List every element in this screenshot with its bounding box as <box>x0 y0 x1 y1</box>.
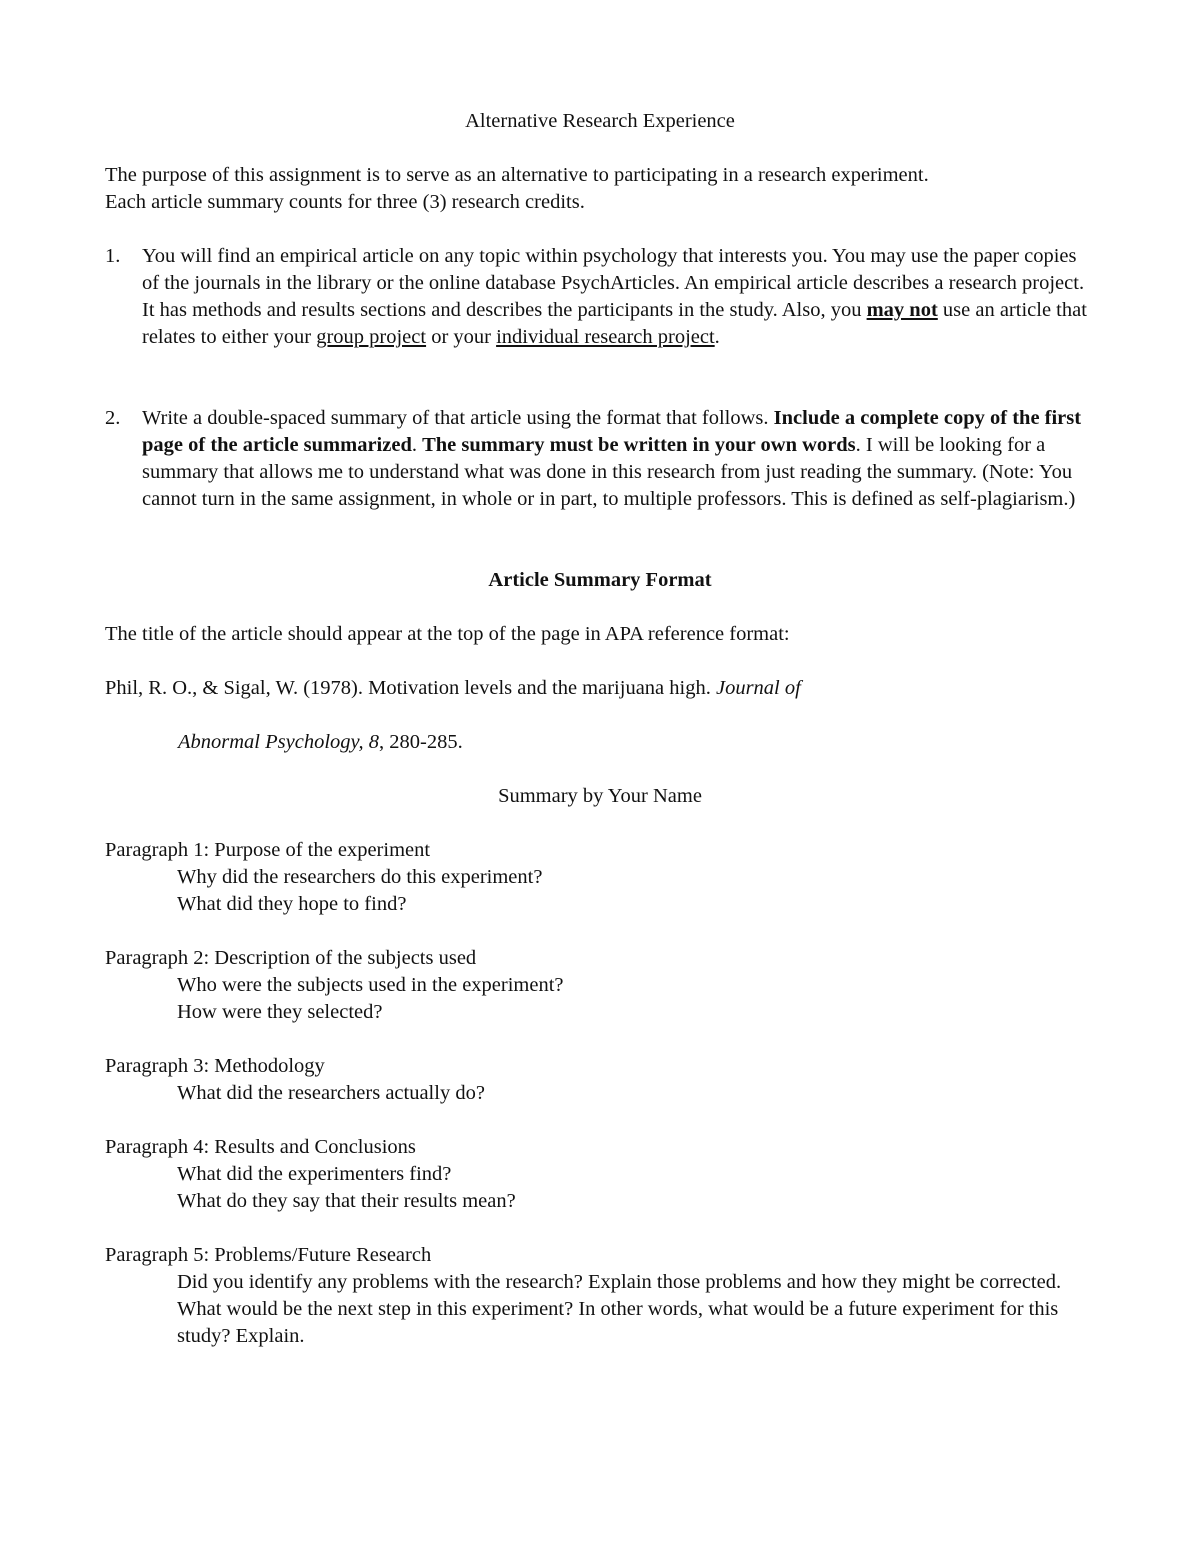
list-number: 1. <box>105 245 121 267</box>
list-item-body <box>142 405 1095 513</box>
format-intro: The title of the article should appear at the top of the page in APA reference format: <box>105 623 790 645</box>
paragraph-guide-1 <box>105 837 1095 918</box>
group-project-underlined: group project <box>316 326 427 348</box>
item-text: . <box>714 326 720 348</box>
list-item-1 <box>105 243 1095 351</box>
bold-instruction-1: Include a complete copy of the first page of the article summarized <box>142 407 1082 456</box>
item-text: Write a double-spaced summary of that article using the format that follows. <box>142 407 774 429</box>
reference-separator: , <box>379 731 390 753</box>
paragraph-heading: Paragraph 1: Purpose of the experiment <box>105 839 431 861</box>
item-text: You will find an empirical article on any topic within psychology that interests you. You may use the paper copies of the journals in the library or the online database PsychArticles. An empirical article describes a research project. It has methods and results sections and describes the participants in the study. Also, you <box>142 245 1085 321</box>
item-text: use an article that relates to either your <box>142 299 1087 348</box>
list-item-body <box>142 243 1095 351</box>
bold-instruction-2: The summary must be written in your own words <box>422 434 856 456</box>
format-heading: Article Summary Format <box>488 569 712 591</box>
item-text: . <box>411 434 423 456</box>
item-text: . I will be looking for a summary that allows me to understand what was done in this research from just reading the summary. (Note: You cannot turn in the same assignment, in whole or in part, to multiple professors. This is defined as self-plagiarism.) <box>142 434 1076 510</box>
paragraph-question: What would be the next step in this experiment? In other words, what would be a future experiment for this study? Explain. <box>177 1298 1059 1347</box>
reference-journal: Abnormal Psychology <box>178 731 359 753</box>
individual-project-underlined: individual research project <box>496 326 715 348</box>
list-item-2 <box>105 405 1095 513</box>
paragraph-guide-2 <box>105 945 1095 1026</box>
paragraph-question: What did the researchers actually do? <box>177 1082 485 1104</box>
reference-separator: , <box>358 731 369 753</box>
intro-line-2: Each article summary counts for three (3) research credits. <box>105 191 585 213</box>
paragraph-question: How were they selected? <box>177 1001 383 1023</box>
paragraph-question: Who were the subjects used in the experiment? <box>177 974 564 996</box>
reference-authors: Phil, R. O., & Sigal, W. (1978). Motivation levels and the marijuana high. <box>105 677 716 699</box>
paragraph-question: What did the experimenters find? <box>177 1163 452 1185</box>
paragraph-question: What did they hope to find? <box>177 893 407 915</box>
reference-line-2 <box>178 729 463 756</box>
paragraph-heading: Paragraph 2: Description of the subjects used <box>105 947 477 969</box>
item-text: or your <box>426 326 497 348</box>
reference-line-1 <box>105 675 1095 702</box>
summary-by-line: Summary by Your Name <box>498 785 702 807</box>
reference-journal: Journal of <box>715 677 801 699</box>
paragraph-guide-5 <box>105 1242 1095 1350</box>
paragraph-heading: Paragraph 4: Results and Conclusions <box>105 1136 416 1158</box>
reference-pages: 280-285. <box>389 731 463 753</box>
reference-volume: 8 <box>368 731 379 753</box>
list-number: 2. <box>105 407 121 429</box>
paragraph-question: What do they say that their results mean? <box>177 1190 516 1212</box>
paragraph-heading: Paragraph 5: Problems/Future Research <box>105 1244 432 1266</box>
paragraph-question: Did you identify any problems with the research? Explain those problems and how they might be corrected. <box>177 1271 1062 1293</box>
paragraph-heading: Paragraph 3: Methodology <box>105 1055 325 1077</box>
intro-line-1: The purpose of this assignment is to serve as an alternative to participating in a research experiment. <box>105 164 929 186</box>
paragraph-guide-4 <box>105 1134 1095 1215</box>
paragraph-question: Why did the researchers do this experiment? <box>177 866 543 888</box>
paragraph-guide-3 <box>105 1053 1095 1107</box>
document-title: Alternative Research Experience <box>465 110 735 132</box>
intro-paragraph <box>105 162 1095 216</box>
may-not-emphasis: may not <box>866 299 938 321</box>
